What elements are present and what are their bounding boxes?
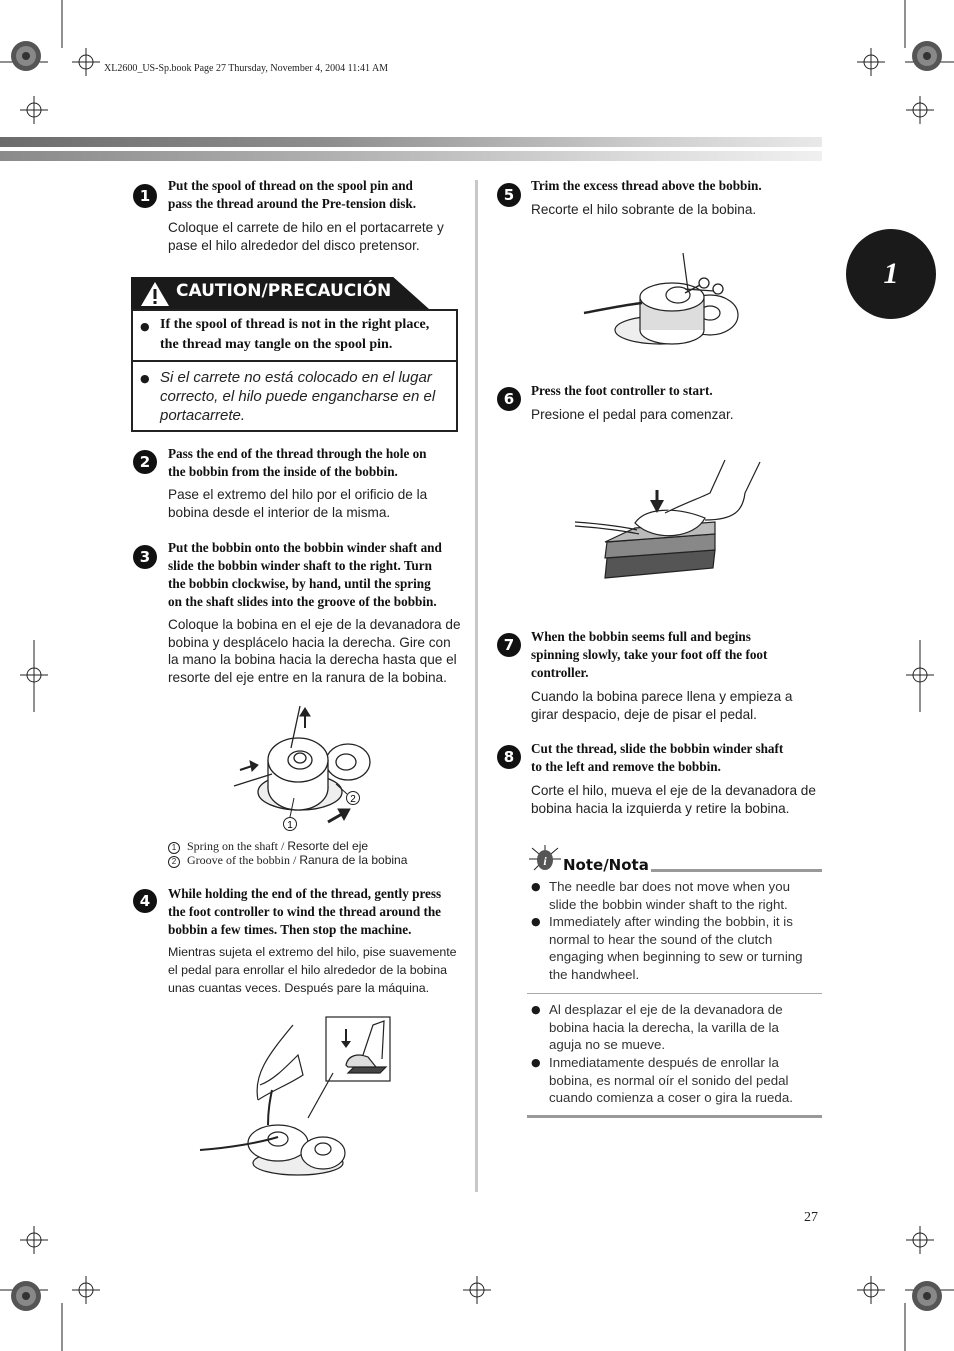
text-line: Cut the thread, slide the bobbin winder shaft [531, 741, 784, 756]
text-line: The needle bar does not move when you [549, 879, 790, 894]
step-number-1: 1 [133, 184, 157, 208]
text-line: portacarrete. [160, 407, 246, 424]
text-line: slide the bobbin winder shaft to the right. [549, 896, 788, 912]
note-title-rule [651, 869, 822, 872]
text-line: Pass the end of the thread through the hole on [168, 446, 427, 461]
step-7-instruction-en [531, 628, 767, 682]
text-line: Coloque la bobina en el eje de la devanadora de [168, 617, 461, 632]
note-title: Note/Nota [563, 856, 649, 874]
caution-title: CAUTION/PRECAUCIÓN [176, 281, 392, 301]
text-line: on the shaft slides into the groove of the bobbin. [168, 594, 437, 609]
text-line: Coloque el carrete de hilo en el portacarrete y [168, 220, 444, 235]
caption-marker-2: 2 [168, 856, 180, 868]
text-line: normal to hear the sound of the clutch [549, 931, 773, 947]
caption-text-en: Spring on the shaft / [187, 839, 288, 853]
text-line: to the left and remove the bobbin. [531, 759, 721, 774]
text-line: pase el hilo alrededor del disco pretensor. [168, 237, 420, 253]
text-line: Recorte el hilo sobrante de la bobina. [531, 202, 757, 217]
step-number-2: 2 [133, 450, 157, 474]
caption-text-es: Resorte del eje [287, 839, 369, 853]
text-line: the bobbin clockwise, by hand, until the spring [168, 576, 431, 591]
step-2-instruction-en [168, 445, 427, 481]
text-line: Immediately after winding the bobbin, it is [549, 914, 793, 929]
text-line: the bobbin from the inside of the bobbin. [168, 464, 398, 479]
note-item-en-1 [549, 878, 790, 913]
caption-marker-1: 1 [168, 842, 180, 854]
text-line: Al desplazar el eje de la devanadora de [549, 1002, 783, 1017]
trim-thread-illustration [580, 245, 750, 355]
text-line: bobina hacia la derecha, la varilla de la [549, 1019, 779, 1035]
step-6-instruction-es [531, 406, 734, 424]
step-2-instruction-es [168, 486, 427, 521]
text-line: the handwheel. [549, 966, 640, 982]
bullet-icon: ● [531, 880, 541, 893]
step-5-instruction-es [531, 201, 756, 219]
column-divider [475, 180, 478, 1192]
bullet-icon: ● [531, 1056, 541, 1069]
note-icon [528, 844, 562, 874]
text-line: correcto, el hilo puede engancharse en el [160, 388, 436, 405]
text-line: cuando comienza a coser o gira la rueda. [549, 1090, 793, 1105]
text-line: the foot controller to wind the thread around the [168, 904, 442, 919]
caution-text-en [160, 315, 429, 355]
figure-caption-2 [168, 853, 407, 868]
bullet-icon: ● [140, 320, 150, 333]
text-line: Put the spool of thread on the spool pin and [168, 178, 413, 193]
caption-text-en: Groove of the bobbin / [187, 853, 300, 867]
text-line: Presione el pedal para comenzar. [531, 407, 734, 422]
text-line: la mano la bobina hacia la derecha hasta que el [168, 652, 457, 667]
step-7-instruction-es [531, 688, 792, 723]
text-line: Inmediatamente después de enrollar la [549, 1055, 779, 1070]
text-line: Pase el extremo del hilo por el orificio de la [168, 487, 428, 502]
file-info-header: XL2600_US-Sp.book Page 27 Thursday, November 4, 2004 11:41 AM [104, 63, 389, 74]
bullet-icon: ● [531, 1003, 541, 1016]
text-line: aguja no se mueve. [549, 1037, 666, 1052]
caption-text-es: Ranura de la bobina [299, 853, 408, 867]
note-bottom-rule [527, 1115, 822, 1118]
text-line: Mientras sujeta el extremo del hilo, pise suavemente [168, 945, 457, 959]
text-line: unas cuantas veces. Después pare la máquina. [168, 981, 430, 995]
text-line: the thread may tangle on the spool pin. [160, 337, 393, 352]
step-6-instruction-en [531, 382, 713, 400]
step-3-instruction-en [168, 539, 442, 611]
bullet-icon: ● [140, 372, 150, 385]
foot-controller-illustration [575, 458, 775, 598]
text-line: resorte del eje entre en la ranura de la bobina. [168, 669, 447, 685]
step-number-3: 3 [133, 545, 157, 569]
bullet-icon: ● [531, 915, 541, 928]
step-number-6: 6 [497, 387, 521, 411]
text-line: bobina desde el interior de la misma. [168, 504, 391, 520]
note-item-es-1 [549, 1001, 783, 1054]
hand-winding-illustration [198, 1015, 398, 1185]
step-8-instruction-es [531, 782, 816, 817]
header-band-light [0, 151, 822, 161]
text-line: engaging when beginning to sew or turning [549, 949, 803, 964]
text-line: pass the thread around the Pre-tension disk. [168, 196, 417, 211]
page-number: 27 [804, 1210, 818, 1225]
step-number-4: 4 [133, 889, 157, 913]
figure-caption-1 [168, 839, 368, 854]
step-number-7: 7 [497, 633, 521, 657]
svg-text:i: i [543, 854, 547, 868]
note-item-es-2 [549, 1054, 793, 1107]
note-divider [527, 993, 822, 994]
step-4-instruction-es [168, 943, 457, 997]
step-1-instruction-en [168, 177, 416, 213]
header-band-dark [0, 137, 822, 147]
callout-1: 1 [287, 820, 293, 831]
text-line: controller. [531, 665, 589, 680]
step-1-instruction-es [168, 219, 444, 254]
text-line: Trim the excess thread above the bobbin. [531, 178, 762, 193]
text-line: bobina, es normal oír el sonido del pedal [549, 1072, 789, 1088]
text-line: slide the bobbin winder shaft to the right. Turn [168, 558, 432, 573]
step-4-instruction-en [168, 885, 441, 939]
chapter-tab [846, 229, 936, 319]
text-line: spinning slowly, take your foot off the foot [531, 647, 768, 662]
warning-icon [140, 281, 170, 307]
step-8-instruction-en [531, 740, 783, 776]
text-line: When the bobbin seems full and begins [531, 629, 751, 644]
step-number-8: 8 [497, 745, 521, 769]
note-item-en-2 [549, 913, 803, 983]
text-line: Corte el hilo, mueva el eje de la devanadora de [531, 783, 816, 798]
step-number-5: 5 [497, 183, 521, 207]
text-line: Cuando la bobina parece llena y empieza a [531, 689, 793, 704]
text-line: bobbin a few times. Then stop the machine. [168, 922, 412, 937]
text-line: girar despacio, deje de pisar el pedal. [531, 706, 757, 722]
text-line: If the spool of thread is not in the right place, [160, 317, 430, 332]
step-3-instruction-es [168, 616, 461, 686]
bobbin-winder-illustration [228, 700, 428, 835]
text-line: bobina y desplácelo hacia la derecha. Gire con [168, 634, 451, 650]
text-line: Si el carrete no está colocado en el lugar [160, 369, 432, 386]
text-line: Press the foot controller to start. [531, 383, 713, 398]
chapter-number: 1 [883, 257, 899, 290]
text-line: el pedal para enrollar el hilo alrededor de la bobina [168, 963, 447, 977]
caution-divider [131, 360, 458, 362]
text-line: bobina hacia la izquierda y retire la bobina. [531, 800, 790, 816]
callout-2: 2 [350, 794, 356, 805]
text-line: While holding the end of the thread, gently press [168, 886, 442, 901]
step-5-instruction-en [531, 177, 762, 195]
caution-text-es [160, 368, 435, 425]
text-line: Put the bobbin onto the bobbin winder shaft and [168, 540, 442, 555]
